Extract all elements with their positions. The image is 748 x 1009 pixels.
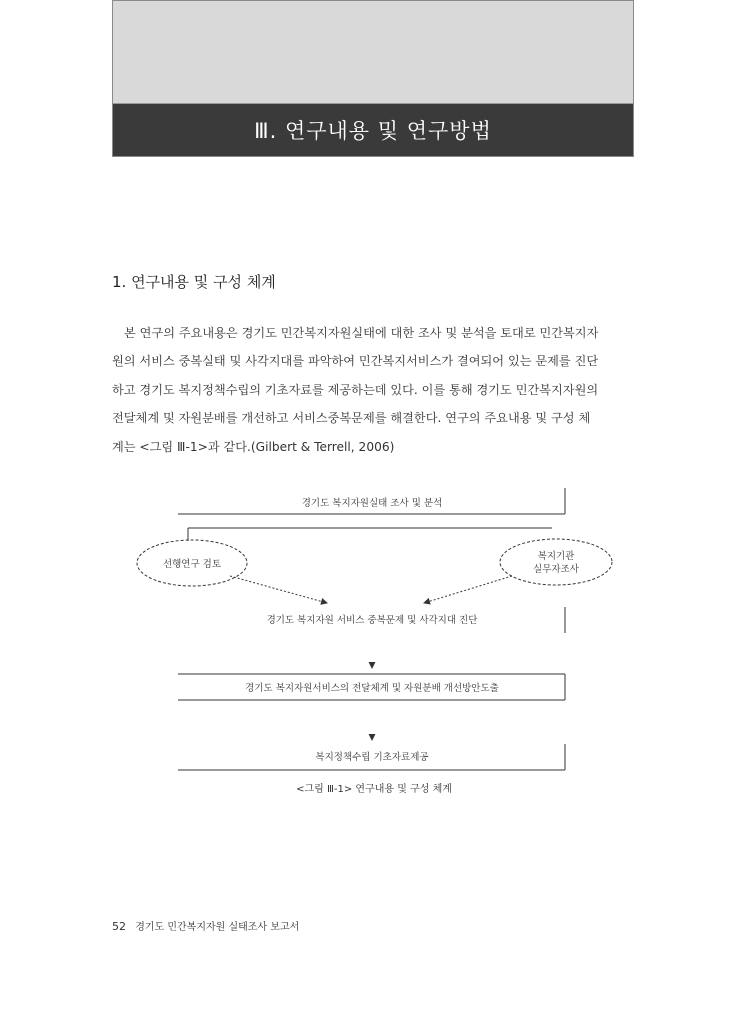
body-line: 본 연구의 주요내용은 경기도 민간복지자원실태에 대한 조사 및 분석을 토대로 민간복지자: [124, 326, 599, 340]
body-line: 원의 서비스 중복실태 및 사각지대를 파악하여 민간복지서비스가 결여되어 있는 문제를 진단: [112, 354, 599, 369]
section-title: 1. 연구내용 및 구성 체계: [112, 273, 276, 291]
box-survey-analysis: [178, 488, 565, 514]
page-footer: [112, 918, 299, 933]
box-policy-data-label: 복지정책수립 기초자료제공: [315, 752, 429, 763]
figure-caption: <그림 Ⅲ-1> 연구내용 및 구성 체계: [296, 784, 452, 795]
body-line: 하고 경기도 복지정책수립의 기초자료를 제공하는데 있다. 이를 통해 경기도 민간복지자원의: [112, 382, 599, 397]
box-improvement-label: 경기도 복지자원서비스의 전달체계 및 자원분배 개선방안도출: [245, 683, 499, 694]
ellipse-practitioner-survey: [500, 539, 612, 585]
box-diagnosis-label: 경기도 복지자원 서비스 중복문제 및 사각지대 진단: [266, 615, 478, 626]
box-policy-data: [178, 744, 565, 770]
arrow-left-to-diagnosis: [230, 576, 327, 603]
body-line: 전달체계 및 자원분배를 개선하고 서비스중복문제를 해결한다. 연구의 주요내용 및 구성 체: [112, 411, 591, 426]
ellipse-practitioner-survey-label-1: 복지기관: [537, 551, 575, 562]
ellipse-literature-review-label: 선행연구 검토: [162, 559, 222, 570]
report-title: 경기도 민간복지자원 실태조사 보고서: [135, 922, 300, 933]
arrow-right-to-diagnosis: [424, 576, 512, 603]
box-improvement: [178, 674, 565, 700]
body-line: 계는 <그림 Ⅲ-1>과 같다.(Gilbert & Terrell, 2006): [112, 439, 395, 454]
box-diagnosis: [267, 607, 565, 633]
ellipse-literature-review: [137, 540, 247, 586]
ellipse-practitioner-survey-label-2: 실무자조사: [533, 564, 579, 575]
box-survey-analysis-label: 경기도 복지자원실태 조사 및 분석: [301, 498, 443, 509]
chapter-title: Ⅲ. 연구내용 및 연구방법: [254, 119, 492, 143]
page-number: 52: [112, 920, 126, 933]
bracket-connector: [188, 528, 552, 541]
